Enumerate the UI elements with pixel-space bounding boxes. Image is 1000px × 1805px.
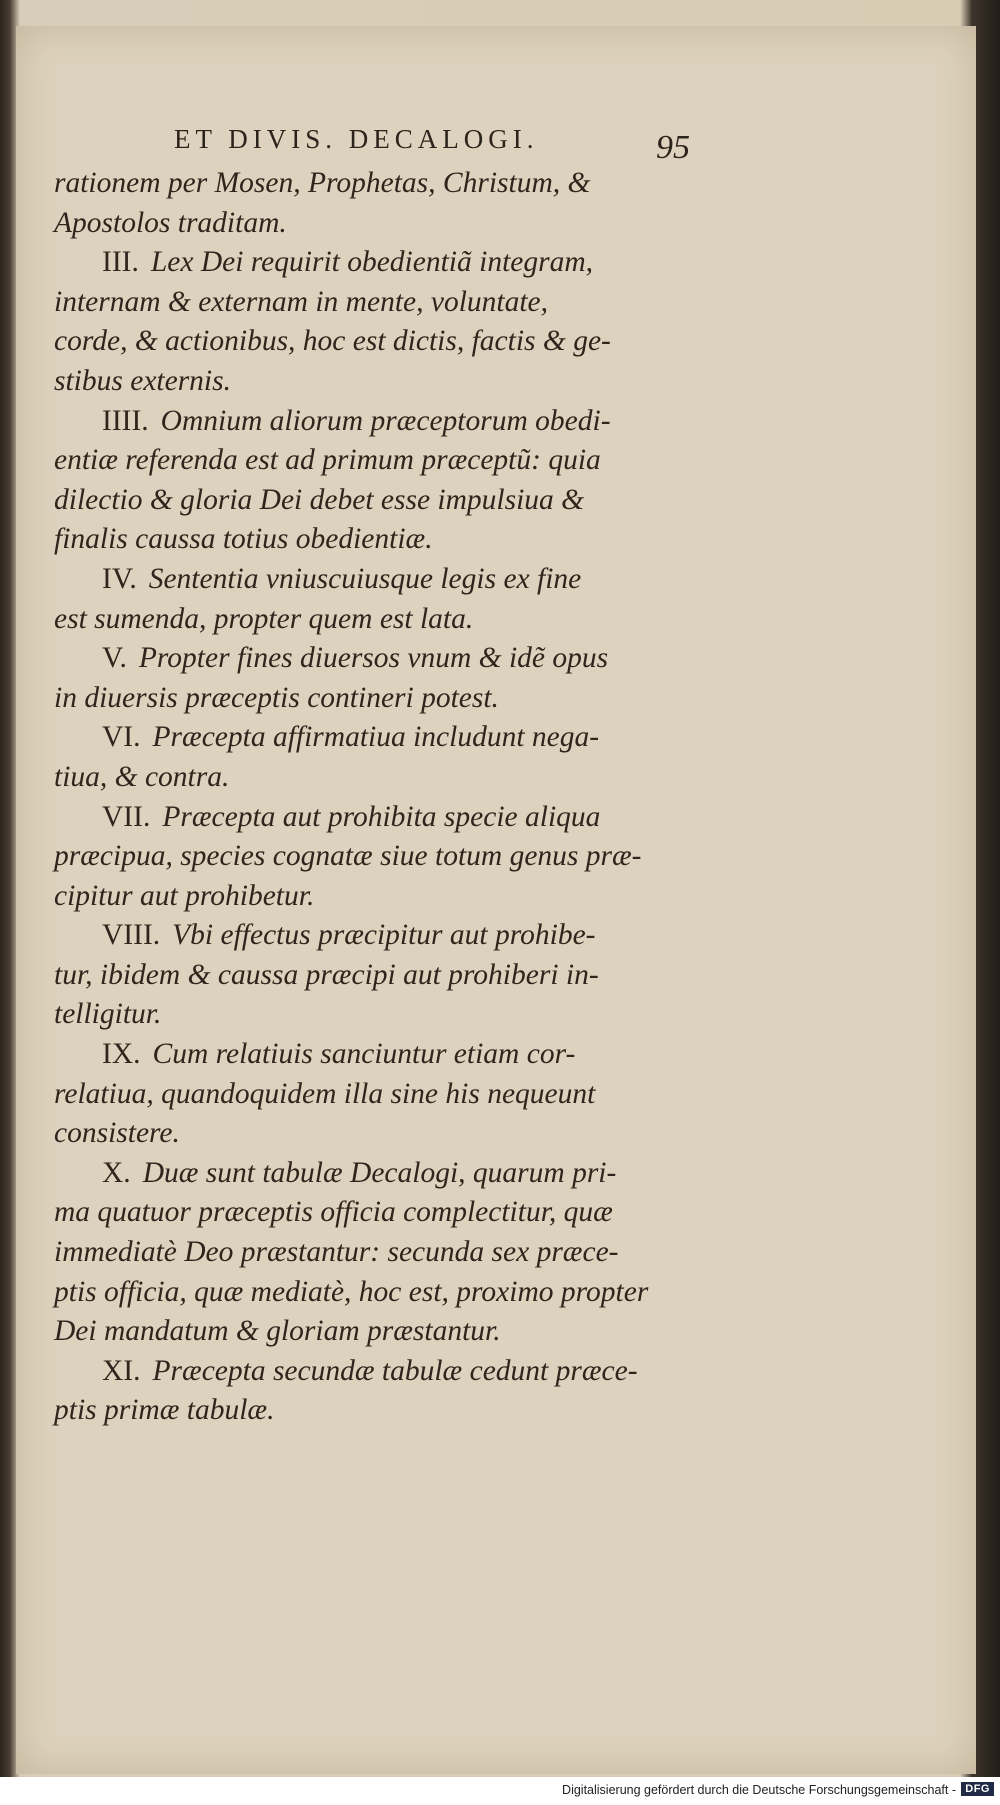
text-line: internam & externam in mente, voluntate,	[54, 285, 549, 318]
paragraph-number: V.	[102, 642, 127, 675]
text-line: stibus externis.	[54, 364, 231, 397]
paragraph-number: VI.	[102, 721, 141, 754]
text-line: ptis primæ tabulæ.	[54, 1394, 275, 1427]
text-line: in diuersis præceptis contineri potest.	[54, 681, 499, 714]
text-line: præcipua, species cognatæ siue totum genus præ-	[54, 840, 642, 873]
page-text	[54, 164, 694, 1431]
text-line: Propter fines diuersos vnum & idẽ opus	[138, 642, 609, 675]
text-line: Lex Dei requirit obedientiã integram,	[150, 246, 594, 279]
text-line: Omnium aliorum præceptorum obedi-	[160, 404, 611, 437]
paragraph-number: IIII.	[102, 404, 149, 437]
text-line: Apostolos traditam.	[54, 206, 287, 239]
paragraph-number: VII.	[102, 800, 151, 833]
text-line: rationem per Mosen, Prophetas, Christum, &	[54, 167, 591, 199]
text-line: consistere.	[54, 1117, 180, 1150]
paragraph-number: III.	[102, 246, 139, 279]
paragraph-6	[54, 639, 694, 718]
book-page	[16, 26, 976, 1774]
text-line: entiæ referenda est ad primum præceptũ: quia	[54, 444, 601, 477]
funding-notice: Digitalisierung gefördert durch die Deutsche Forschungsgemeinschaft -	[562, 1783, 956, 1797]
paragraph-10	[54, 1035, 694, 1154]
text-line: finalis caussa totius obedientiæ.	[54, 523, 433, 556]
text-line: Duæ sunt tabulæ Decalogi, quarum pri-	[142, 1156, 617, 1189]
dfg-logo: DFG	[961, 1782, 994, 1796]
paragraph-3	[54, 243, 694, 401]
paragraph-number: X.	[102, 1156, 131, 1189]
page-header	[174, 124, 714, 155]
digitization-footer	[0, 1777, 1000, 1805]
page-number: 95	[656, 129, 690, 166]
text-line: Cum relatiuis sanciuntur etiam cor-	[152, 1038, 576, 1071]
text-line: telligitur.	[54, 998, 162, 1031]
running-title: ET DIVIS. DECALOGI.	[174, 124, 539, 154]
text-line: dilectio & gloria Dei debet esse impulsiua &	[54, 483, 585, 516]
paragraph-number: IX.	[102, 1038, 141, 1071]
text-line: Præcepta aut prohibita specie aliqua	[162, 800, 601, 833]
paragraph-4	[54, 402, 694, 560]
text-line: Sententia vniuscuiusque legis ex fine	[148, 562, 582, 595]
text-line: tur, ibidem & caussa præcipi aut prohiberi in-	[54, 958, 599, 991]
paragraph-5	[54, 560, 694, 639]
text-line: relatiua, quandoquidem illa sine his nequeunt	[54, 1077, 596, 1110]
text-line: Præcepta affirmatiua includunt nega-	[152, 721, 600, 754]
text-line: immediatè Deo præstantur: secunda sex præce-	[54, 1236, 619, 1269]
paragraph-8	[54, 798, 694, 917]
paragraph-9	[54, 916, 694, 1035]
text-line: ma quatuor præceptis officia complectitur, quæ	[54, 1196, 613, 1229]
paragraph-12	[54, 1352, 694, 1431]
paragraph-7	[54, 718, 694, 797]
text-line: cipitur aut prohibetur.	[54, 879, 315, 912]
paragraph-number: VIII.	[102, 919, 161, 952]
text-line: Dei mandatum & gloriam præstantur.	[54, 1315, 501, 1348]
paragraph-number: IV.	[102, 562, 137, 595]
text-line: est sumenda, propter quem est lata.	[54, 602, 474, 635]
paragraph-11	[54, 1154, 694, 1352]
paragraph-number: XI.	[102, 1354, 141, 1387]
text-line: corde, & actionibus, hoc est dictis, factis & ge-	[54, 325, 611, 358]
paragraph-0	[54, 164, 694, 243]
text-line: tiua, & contra.	[54, 760, 230, 793]
text-line: ptis officia, quæ mediatè, hoc est, proximo propter	[54, 1275, 649, 1308]
text-line: Præcepta secundæ tabulæ cedunt præce-	[152, 1354, 638, 1387]
text-line: Vbi effectus præcipitur aut prohibe-	[172, 919, 596, 952]
